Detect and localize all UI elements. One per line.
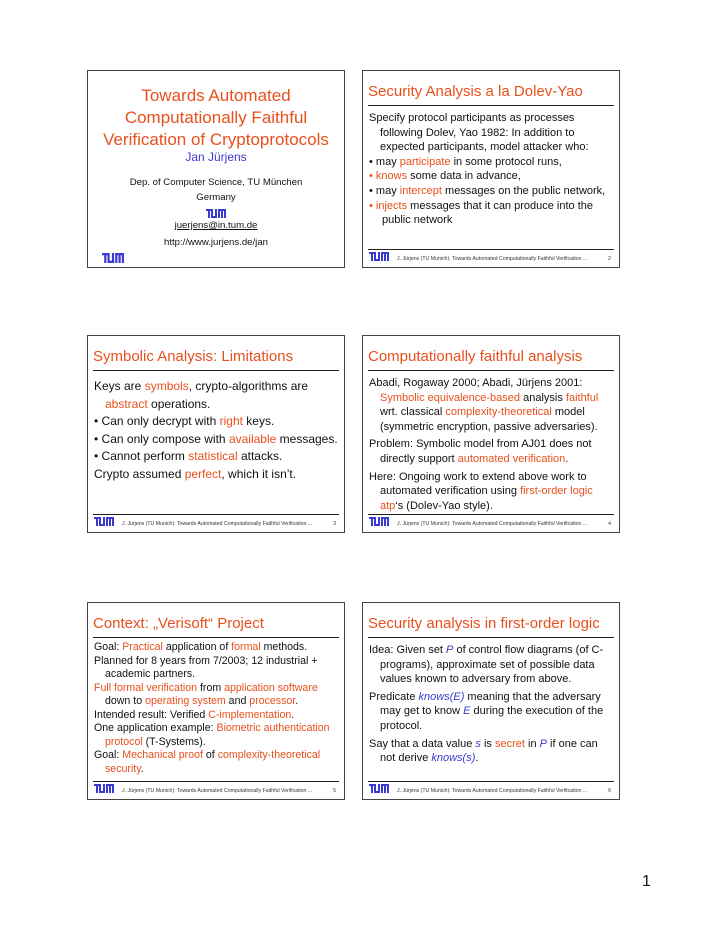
slide-number: 6 xyxy=(608,788,611,794)
slide-body xyxy=(369,111,613,228)
tum-logo-icon xyxy=(369,784,389,793)
affiliation: Dep. of Computer Science, TU München Germany xyxy=(129,177,303,203)
slide-body xyxy=(369,643,613,766)
slide-4 xyxy=(362,335,620,533)
footer-rule xyxy=(93,514,339,515)
paragraph: Say that a data value s is secret in P if one can not derive knows(s). xyxy=(369,737,598,765)
bullet-item: • knows some data in advance, xyxy=(369,170,521,183)
paragraph: Idea: Given set P of control flow diagrams (of C-programs), approximate set of possible data values known to adversary from above. xyxy=(369,644,604,686)
slide-1 xyxy=(87,70,345,268)
slide-title: Context: „Verisoft“ Project xyxy=(93,615,264,632)
footer-rule xyxy=(368,514,614,515)
paragraph: Goal: Mechanical proof of complexity-theoretical security. xyxy=(94,749,321,775)
paragraph: Goal: Practical application of formal methods. xyxy=(94,641,308,653)
slide-1-title: Towards Automated Computationally Faithful Verification of Cryptoprotocols xyxy=(103,86,329,149)
title-rule xyxy=(93,370,339,371)
paragraph: Abadi, Rogaway 2000; Abadi, Jürjens 2001: Symbolic equivalence-based analysis faithful wrt. classical complexity-theoretical model (symmetric encryption, passive adversaries). xyxy=(369,377,599,433)
slide-title: Symbolic Analysis: Limitations xyxy=(93,348,294,365)
paragraph: Crypto assumed perfect, which it isn’t. xyxy=(94,466,297,481)
slide-number: 5 xyxy=(333,788,336,794)
paragraph: Predicate knows(E) meaning that the adversary may get to know E during the execution of the protocol. xyxy=(369,690,604,732)
bullet-item: • may participate in some protocol runs, xyxy=(369,155,562,168)
title-rule xyxy=(93,637,339,638)
bullet-item: • Cannot perform statistical attacks. xyxy=(94,449,283,463)
homepage-link[interactable]: http://www.jurjens.de/jan xyxy=(164,237,268,248)
slide-body xyxy=(94,641,338,776)
tum-logo-icon xyxy=(102,253,124,263)
bullet-item: • may intercept messages on the public network, xyxy=(369,184,606,197)
slide-number: 2 xyxy=(608,256,611,262)
slide-body xyxy=(94,378,338,483)
title-rule xyxy=(368,637,614,638)
slide-number: 4 xyxy=(608,521,611,527)
bullet-item: • injects messages that it can produce into the public network xyxy=(369,199,593,227)
footer-text: J. Jürjens (TU Munich): Towards Automated Computationally Faithful Verification ... xyxy=(397,256,588,262)
paragraph: Intended result: Verified C-implementation. xyxy=(94,708,295,721)
slide-title: Security Analysis a la Dolev-Yao xyxy=(368,83,583,100)
slide-5 xyxy=(87,602,345,800)
paragraph: Problem: Symbolic model from AJ01 does not directly support automated verification. xyxy=(369,438,592,465)
paragraph: Planned for 8 years from 7/2003; 12 industrial + academic partners. xyxy=(94,654,318,680)
paragraph: Full formal verification from application software down to operating system and processor. xyxy=(94,681,318,707)
slide-title: Security analysis in first-order logic xyxy=(368,615,600,632)
footer-text: J. Jürjens (TU Munich): Towards Automated Computationally Faithful Verification ... xyxy=(122,788,313,794)
paragraph: Specify protocol participants as processes following Dolev, Yao 1982: In addition to expected participants, model attacker who: xyxy=(369,112,589,154)
tum-logo-icon xyxy=(94,784,114,793)
tum-logo-icon xyxy=(369,252,389,261)
bullet-item: • Can only compose with available messages. xyxy=(94,431,338,446)
footer-rule xyxy=(368,249,614,250)
slide-title: Computationally faithful analysis xyxy=(368,348,583,365)
footer-text: J. Jürjens (TU Munich): Towards Automated Computationally Faithful Verification ... xyxy=(397,521,588,527)
title-rule xyxy=(368,105,614,106)
title-rule xyxy=(368,370,614,371)
footer-text: J. Jürjens (TU Munich): Towards Automated Computationally Faithful Verification ... xyxy=(122,521,313,527)
author-name: Jan Jürjens xyxy=(185,150,247,164)
slide-2 xyxy=(362,70,620,268)
bullet-item: • Can only decrypt with right keys. xyxy=(94,414,275,428)
paragraph: One application example: Biometric authentication protocol (T-Systems). xyxy=(94,722,330,748)
paragraph: Keys are symbols, crypto-algorithms are abstract operations. xyxy=(94,379,309,411)
page-number: 1 xyxy=(642,873,651,890)
slide-3 xyxy=(87,335,345,533)
tum-logo-icon xyxy=(94,517,114,526)
slide-6 xyxy=(362,602,620,800)
slide-body xyxy=(369,376,613,513)
footer-text: J. Jürjens (TU Munich): Towards Automated Computationally Faithful Verification ... xyxy=(397,788,588,794)
contact-info xyxy=(88,217,344,251)
paragraph: Here: Ongoing work to extend above work to automated verification using first-order logic atp‘s (Dolev-Yao style). xyxy=(369,470,593,512)
tum-logo-icon xyxy=(369,517,389,526)
email-link[interactable]: juerjens@in.tum.de xyxy=(174,220,258,231)
slide-number: 3 xyxy=(333,521,336,527)
footer-rule xyxy=(368,781,614,782)
footer-rule xyxy=(93,781,339,782)
